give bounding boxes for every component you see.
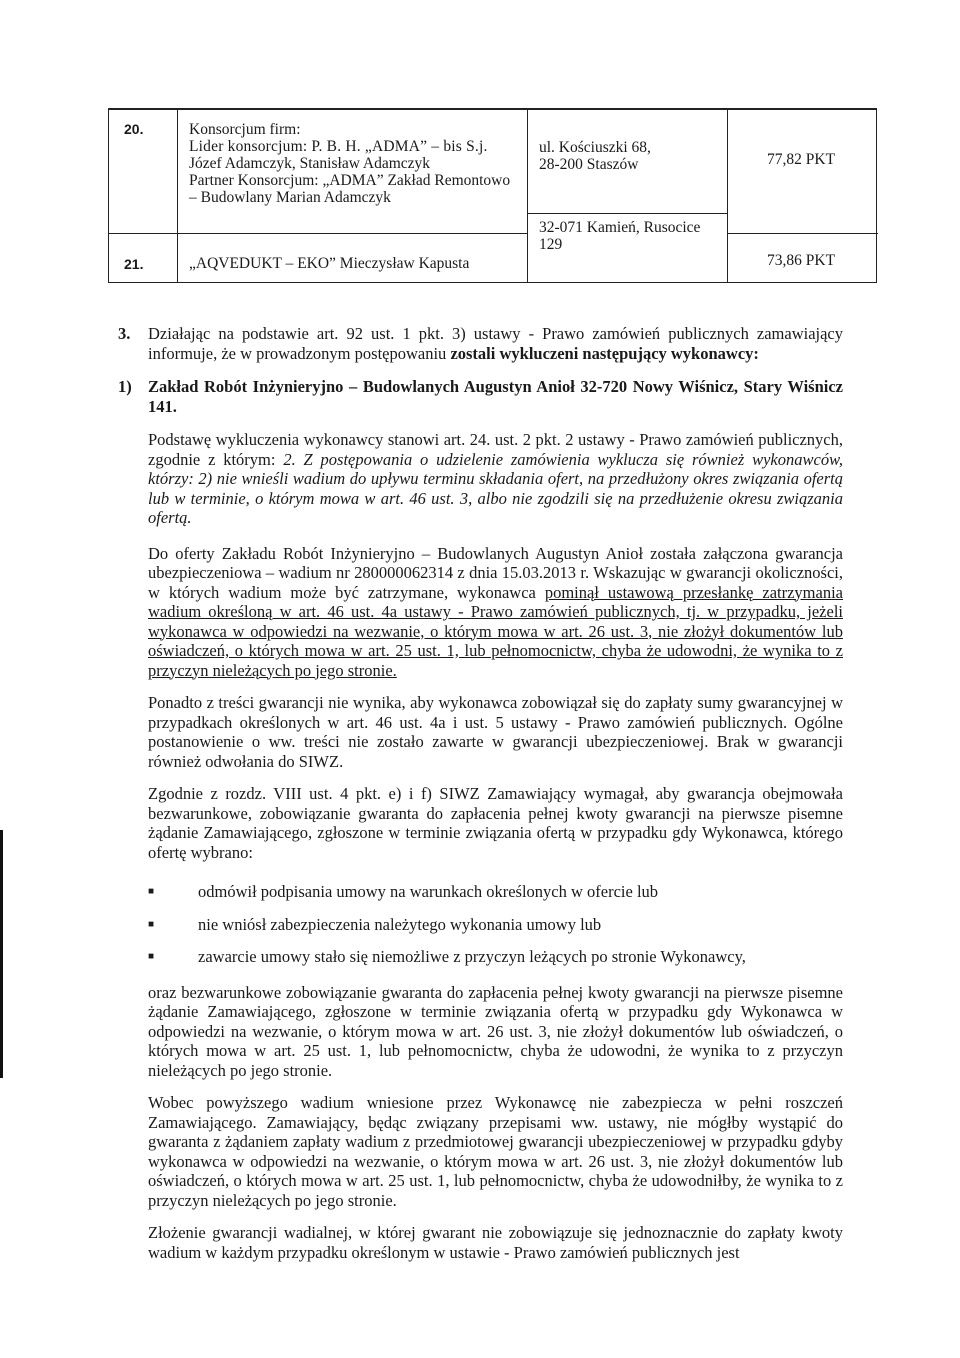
section-3-text: Działając na podstawie art. 92 ust. 1 pkt. 3) ustawy - Prawo zamówień publicznych zamawiający informuje, że w prowadzonym postępowaniu: [148, 324, 843, 363]
address-line: 32-071 Kamień, Rusocice: [539, 219, 701, 236]
item-number: 1): [118, 377, 132, 396]
table-divider: [527, 213, 727, 214]
paragraph-consequence: Wobec powyższego wadium wniesione przez Wykonawcę nie zabezpiecza w pełni roszczeń Zamawiającego. Zamawiający, będąc związany przepisami ww. ustawy, nie mógłby wystąpić do gwaranta z żądaniem zapłaty wadium z przedmiotowej gwarancji ubezpieczeniowej w przypadku gdyby wykonawca w odpowiedzi na wezwanie, o którym mowa w art. 26 ust. 3, nie złożył dokumentów lub oświadczeń, o których mowa w art. 25 ust. 1, lub pełnomocnictw, chyba że udowodniłby, że wynika to z przyczyn nieleżących po jego stronie.: [148, 1093, 843, 1210]
paragraph-quote: 2. Z postępowania o udzielenie zamówienia wyklucza się również wykonawców, którzy: 2) nie wnieśli wadium do upływu terminu składania ofert, na przedłużony okres związania ofertą lub w terminie, o którym mowa w art. 46 ust. 3, albo nie zgodzili się na przedłużenie okresu związania ofertą.: [148, 449, 843, 527]
bullet-icon: ■: [148, 951, 155, 962]
address-line: 28-200 Staszów: [539, 156, 639, 173]
table-divider: [109, 109, 876, 110]
paragraph-guarantee: [118, 544, 843, 681]
bullet-icon: ■: [148, 918, 155, 930]
name-line: Lider konsorcjum: P. B. H. „ADMA” – bis S.j.: [189, 138, 488, 155]
scan-margin-line: [0, 830, 3, 1078]
paragraph-siwz: Zgodnie z rozdz. VIII ust. 4 pkt. e) i f) SIWZ Zamawiający wymagał, aby gwarancja obejmowała bezwarunkowe, zobowiązanie gwaranta do zapłacenia pełnej kwoty gwarancji na pierwsze pisemne żądanie Zamawiającego, zgłoszone w terminie związania ofertą w przypadku gdy Wykonawca, którego ofertę wybrano:: [148, 784, 843, 862]
address-line: 129: [539, 236, 563, 253]
row-number: 20.: [124, 121, 144, 137]
bidder-address: [539, 219, 719, 253]
table-divider: [527, 109, 528, 282]
bullet-item: [148, 882, 843, 902]
section-3: [118, 324, 843, 363]
paragraph-basis: [118, 430, 843, 528]
bullet-item: [148, 915, 843, 935]
bullet-text: zawarcie umowy stało się niemożliwe z przyczyn leżących po stronie Wykonawcy,: [198, 947, 746, 966]
bidder-name: „AQVEDUKT – EKO” Mieczysław Kapusta: [189, 255, 470, 272]
paragraph-underlined: pominął ustawową przesłankę zatrzymania wadium określoną w art. 46 ust. 4a ustawy - Prawo zamówień publicznych, tj. w przypadku, jeżeli wykonawca w odpowiedzi na wezwanie, o którym mowa w art. 26 ust. 3, nie złożył dokumentów lub oświadczeń, o których mowa w art. 25 ust. 1, lub pełnomocnictw, chyba że udowodni, że wynika to z przyczyn nieleżących po jego stronie.: [148, 582, 843, 680]
bidder-score: 77,82 PKT: [767, 151, 836, 168]
bidders-table: [108, 108, 877, 283]
excluded-bidder: Zakład Robót Inżynieryjno – Budowlanych Augustyn Anioł 32-720 Nowy Wiśnicz, Stary Wiśnicz 141.: [148, 377, 843, 416]
excluded-item-1: [118, 377, 843, 416]
bullet-item: [148, 947, 843, 967]
name-line: Partner Konsorcjum: „ADMA” Zakład Remontowo: [189, 172, 511, 189]
name-line: Konsorcjum firm:: [189, 121, 301, 138]
table-divider: [727, 233, 878, 234]
bidder-name: [189, 121, 525, 206]
row-number: 21.: [124, 256, 144, 272]
table-divider: [727, 109, 728, 282]
table-divider: [109, 233, 527, 234]
bullet-text: odmówił podpisania umowy na warunkach określonych w ofercie lub: [198, 882, 659, 901]
name-line: – Budowlany Marian Adamczyk: [189, 189, 391, 206]
bidder-address: [539, 139, 719, 173]
paragraph-additionally: Ponadto z treści gwarancji nie wynika, aby wykonawca zobowiązał się do zapłaty sumy gwarancyjnej w przypadkach określonych w art. 46 ust. 4a i ust. 5 ustawy - Prawo zamówień publicznych. Ogólne postanowienie o ww. treści nie zostało zawarte w gwarancji ubezpieczeniowej. Brak w gwarancji również odwołania do SIWZ.: [148, 693, 843, 771]
address-line: ul. Kościuszki 68,: [539, 139, 651, 156]
bullet-icon: ■: [148, 886, 155, 897]
name-line: Józef Adamczyk, Stanisław Adamczyk: [189, 155, 431, 172]
section-3-bold: zostali wykluczeni następujący wykonawcy:: [450, 343, 759, 363]
bullet-text: nie wniósł zabezpieczenia należytego wykonania umowy lub: [198, 914, 602, 934]
paragraph-conclusion: Złożenie gwarancji wadialnej, w której gwarant nie zobowiązuje się jednoznacznie do zapłaty kwoty wadium w każdym przypadku określonym w ustawie - Prawo zamówień publicznych jest: [148, 1223, 843, 1262]
paragraph-text: Podstawę wykluczenia wykonawcy stanowi art. 24. ust. 2 pkt. 2 ustawy - Prawo zamówień publicznych, zgodnie z którym:: [148, 430, 843, 469]
bidder-score: 73,86 PKT: [767, 252, 836, 269]
paragraph-unconditional: oraz bezwarunkowe zobowiązanie gwaranta do zapłacenia pełnej kwoty gwarancji na pierwsze pisemne żądanie Zamawiającego, zgłoszone w terminie związania ofertą w przypadku gdy Wykonawca w odpowiedzi na wezwanie, o którym mowa w art. 26 ust. 3, nie złożył dokumentów lub oświadczeń, o których mowa w art. 25 ust. 1, lub pełnomocnictw, chyba że udowodni, że wynika to z przyczyn nieleżących po jego stronie.: [148, 982, 843, 1080]
table-divider: [177, 109, 178, 282]
section-number: 3.: [118, 324, 131, 343]
document-body: [118, 324, 843, 1262]
paragraph-text: Do oferty Zakładu Robót Inżynieryjno – Budowlanych Augustyn Anioł została załączona gwarancja ubezpieczeniowa – wadium nr 280000062314 z dnia 15.03.2013 r. Wskazując w gwarancji okoliczności, w których wadium może być zatrzymane, wykonawca: [148, 543, 843, 602]
